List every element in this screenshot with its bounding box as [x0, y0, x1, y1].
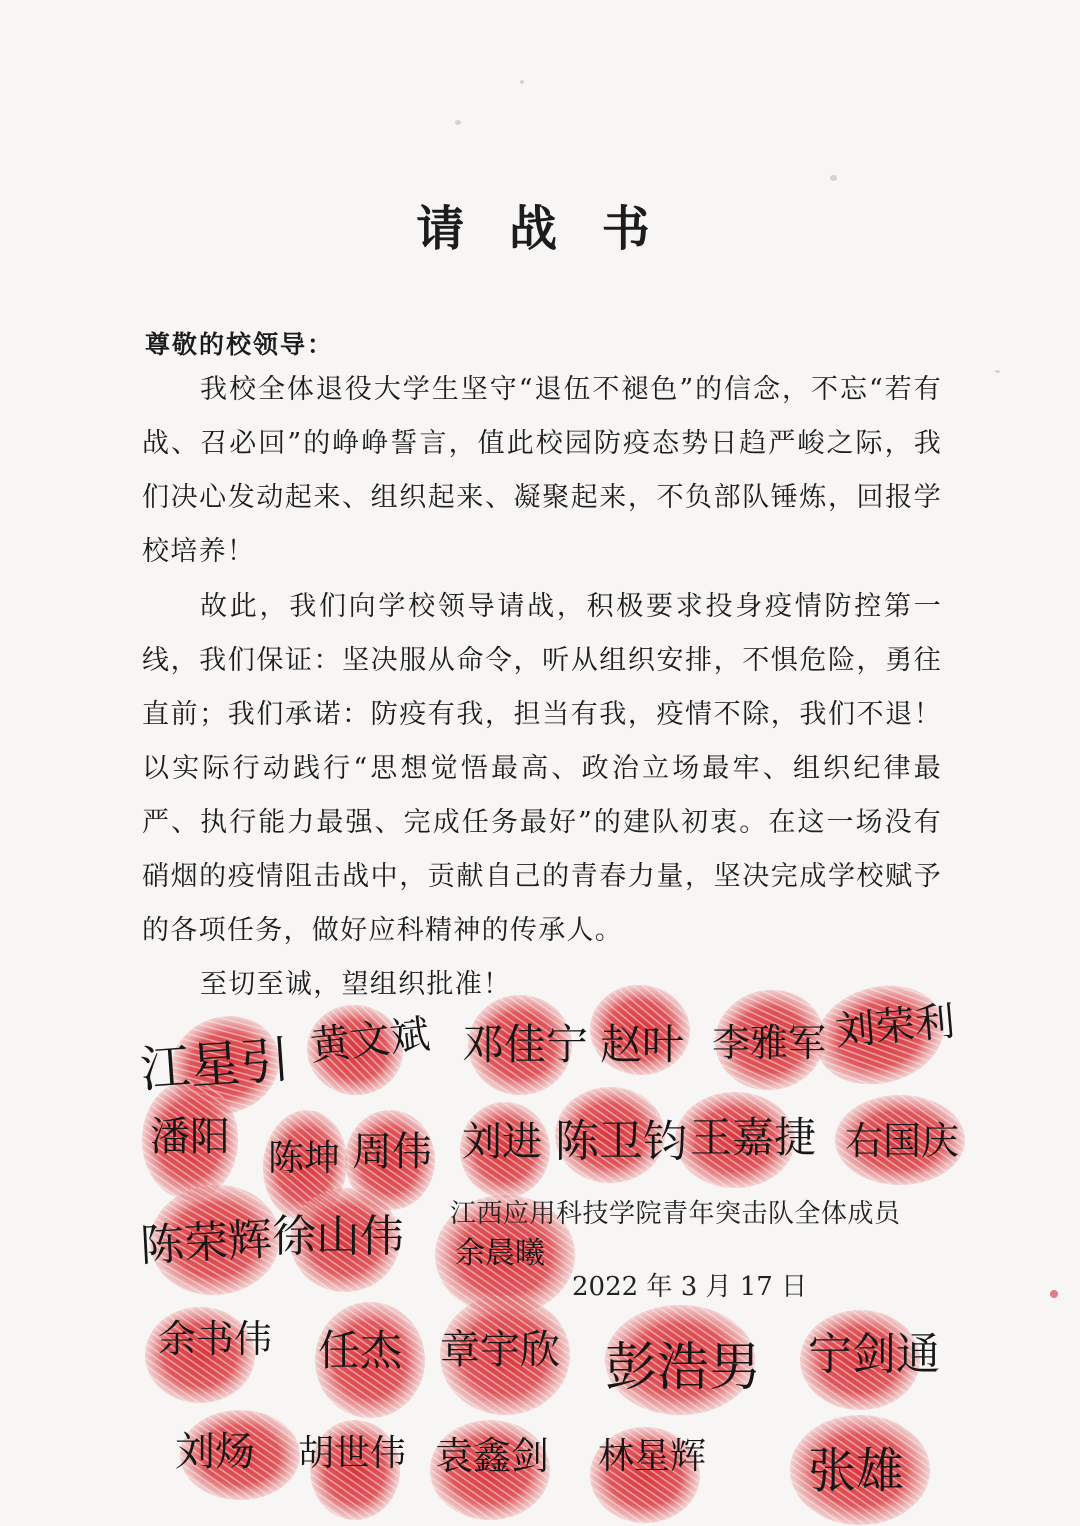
- signature: 章宇欣: [440, 1327, 560, 1373]
- signature: 林星辉: [598, 1436, 707, 1477]
- paragraph-3: 至切至诚，望组织批准！: [200, 969, 512, 1000]
- signature: 李雅军: [712, 1021, 827, 1065]
- signature: 刘荣利: [833, 998, 957, 1055]
- signature: 右国庆: [845, 1119, 960, 1163]
- salutation: 尊敬的校领导：: [145, 330, 335, 359]
- page-title: 请 战 书: [416, 201, 664, 257]
- paragraph-2: 故此，我们向学校领导请战，积极要求投身疫情防控第一线，我们保证：坚决服从命令，听从组织安排，不惧危险，勇往直前；我们承诺：防疫有我，担当有我，疫情不除，我们不退！以实际行动践行“思想觉悟最高、政治立场最牢、组织纪律最严、执行能力最强、完成任务最好”的建队初衷。在这一场没有硝烟的疫情阻击战中，贡献自己的青春力量，坚决完成学校赋予的各项任务，做好应科精神的传承人。: [142, 591, 942, 946]
- signature: 任杰: [318, 1326, 403, 1375]
- signature: 江星引: [138, 1030, 292, 1099]
- paper-speck: [1050, 1290, 1058, 1298]
- signature: 赵叶: [600, 1020, 685, 1069]
- signature: 潘阳: [150, 1114, 230, 1160]
- document-date: 2022 年 3 月 17 日: [572, 1272, 808, 1302]
- signature: 刘炀: [175, 1429, 255, 1475]
- signature: 周伟: [352, 1129, 432, 1175]
- paper-speck: [520, 80, 524, 84]
- signature: 陈荣辉: [138, 1214, 274, 1272]
- signature: 张雄: [808, 1443, 905, 1499]
- signer-organization: 江西应用科技学院青年突击队全体成员: [450, 1199, 901, 1229]
- paper-speck: [995, 370, 1000, 373]
- signature: 陈卫钧: [555, 1116, 687, 1167]
- paragraph-1: 我校全体退役大学生坚守“退伍不褪色”的信念，不忘“若有战、召必回”的峥峥誓言，值此校园防疫态势日趋严峻之际，我们决心发动起来、组织起来、凝聚起来，不负部队锤炼，回报学校培养！: [142, 374, 942, 567]
- signature: 袁鑫剑: [435, 1434, 550, 1478]
- signature: 邓佳宁: [462, 1020, 589, 1069]
- signature: 徐山伟: [272, 1211, 404, 1262]
- signature: 王嘉捷: [690, 1113, 817, 1162]
- signature: 宁剑通: [808, 1329, 940, 1380]
- signature: 余书伟: [158, 1317, 273, 1361]
- signature: 陈坤: [268, 1138, 341, 1179]
- signature: 黄文斌: [307, 1011, 433, 1070]
- signature: 余晨曦: [455, 1236, 545, 1271]
- signature: 胡世伟: [298, 1433, 407, 1474]
- signature: 彭浩男: [605, 1338, 762, 1398]
- paper-speck: [830, 175, 837, 181]
- paper-speck: [455, 120, 461, 125]
- signature: 刘进: [462, 1119, 542, 1165]
